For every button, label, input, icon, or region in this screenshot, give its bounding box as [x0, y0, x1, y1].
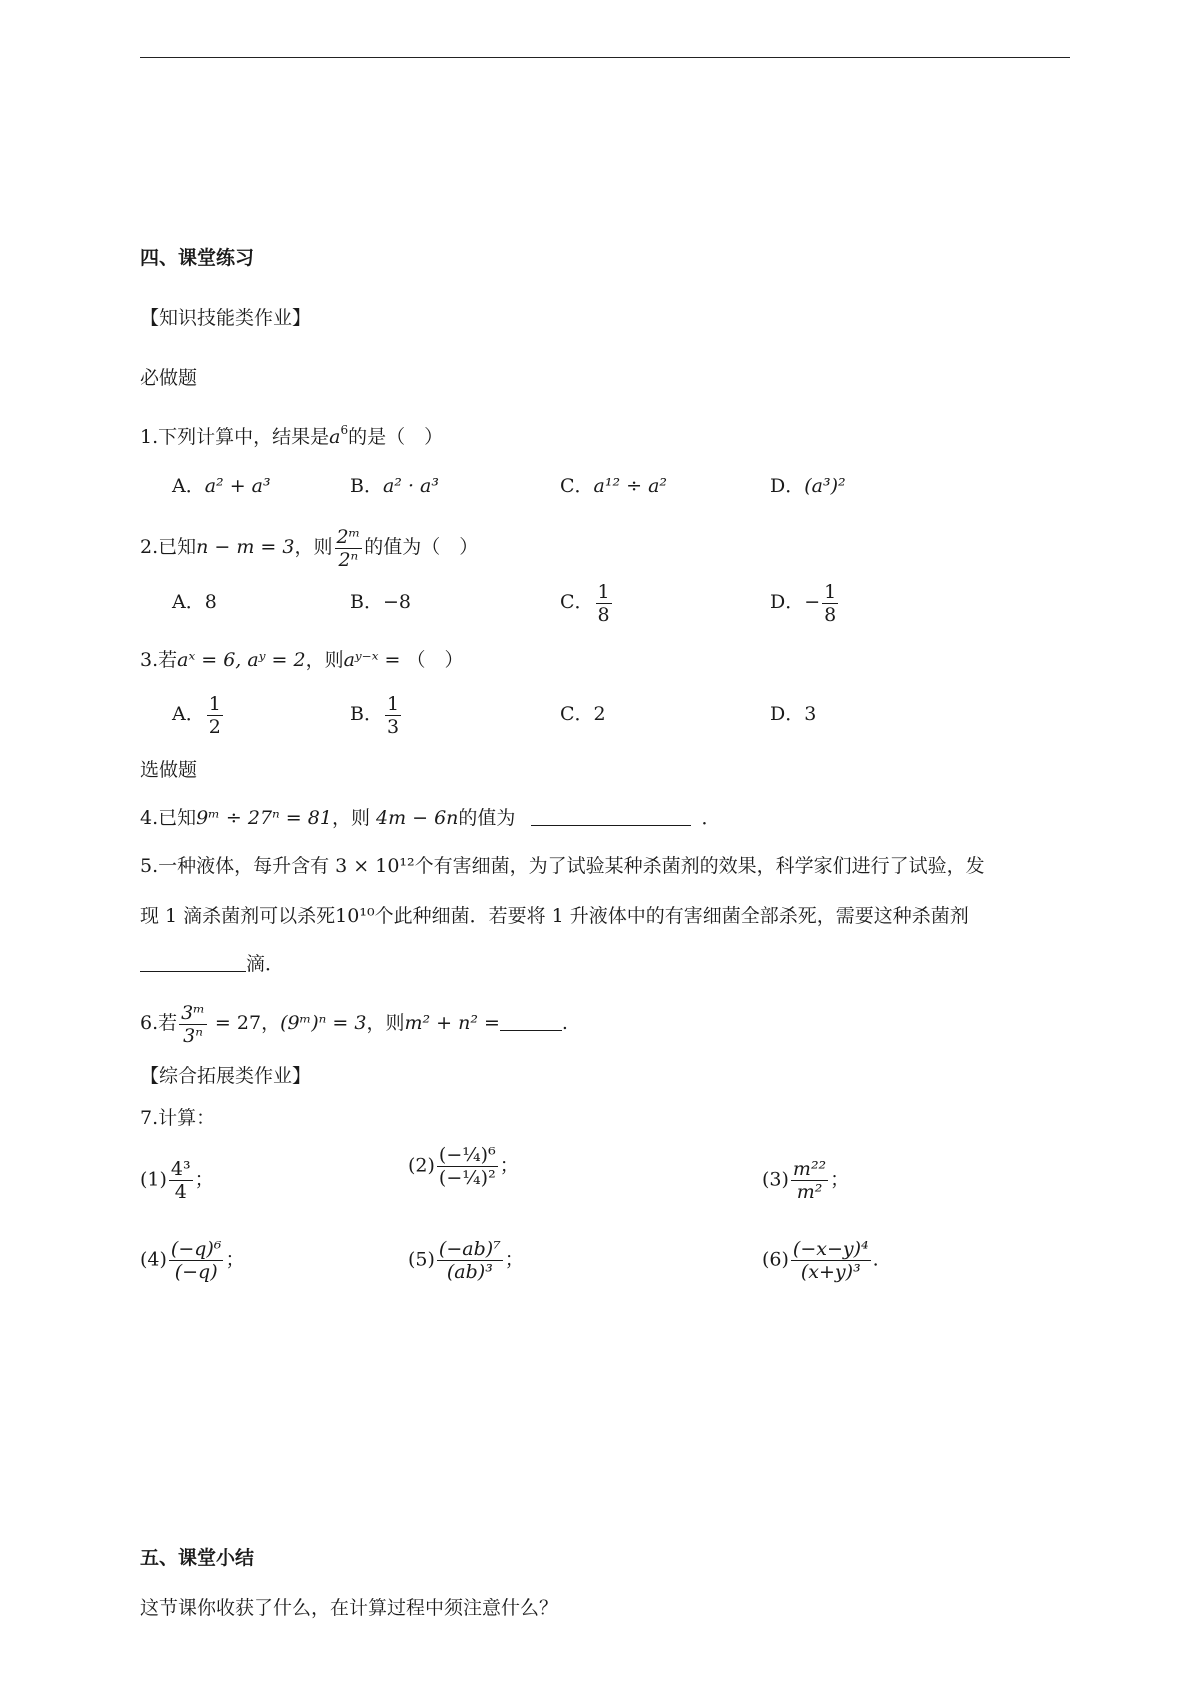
question-7-item-4: (4) $\frac{\text{(−q)⁶}}{(-q)}$ ；: [140, 1238, 245, 1283]
question-3-option-a[interactable]: A． $\frac{1}{2}$: [172, 692, 221, 738]
question-7-stem: 7.计算：: [140, 1107, 216, 1129]
question-7-item-6: (6) $\frac{\text{(−x−y)⁴}}{\text{(x+y)³}}$ .: [762, 1238, 879, 1283]
required-label: 必做题: [140, 367, 198, 389]
section-title-summary: 五、课堂小结: [140, 1547, 255, 1569]
question-1-option-c[interactable]: C．a¹² ÷ a²: [560, 475, 668, 497]
question-5-line-3: 滴．: [140, 950, 284, 978]
question-3-option-c[interactable]: C．2: [560, 703, 606, 725]
question-5-line-2: 现 1 滴杀菌剂可以杀死10¹⁰个此种细菌．若要将 1 升液体中的有害细菌全部杀死，需要这种杀菌剂: [140, 905, 969, 927]
question-1-option-b[interactable]: B．a² · a³: [350, 475, 439, 497]
question-5-answer-blank[interactable]: [140, 953, 246, 972]
question-4-answer-blank[interactable]: [531, 807, 691, 826]
question-7-item-1: (1) $\frac{\text{4³}}{4}$ ；: [140, 1158, 214, 1203]
question-2-option-a[interactable]: A．8: [172, 591, 217, 613]
section-title-practice: 四、课堂练习: [140, 247, 255, 269]
question-7-item-2: (2) $\frac{\text{(−¼)⁶}}{\text{(−¼)²}}$ ；: [408, 1144, 519, 1189]
question-3-stem: 3.若aˣ = 6, aʸ = 2，则aʸ⁻ˣ = （ ）: [140, 649, 464, 671]
question-3-option-b[interactable]: B． $\frac{1}{3}$: [350, 692, 400, 738]
header-rule: [140, 57, 1070, 58]
question-2-option-d[interactable]: D．− $\frac{1}{8}$: [770, 580, 837, 626]
question-1-option-a[interactable]: A．a² + a³: [172, 475, 271, 497]
question-2-option-c[interactable]: C． $\frac{1}{8}$: [560, 580, 610, 626]
question-2-option-b[interactable]: B．−8: [350, 591, 411, 613]
question-2-stem: 2.已知n − m = 3，则 $\frac{\text{2ᵐ}}{\text{2ⁿ}}$ 的值为（ ）: [140, 525, 479, 571]
question-7-item-5: (5) $\frac{\text{(−ab)⁷}}{\text{(ab)³}}$ ；: [408, 1238, 524, 1283]
question-4: 4.已知9ᵐ ÷ 27ⁿ = 81，则 4m − 6n的值为 ．: [140, 807, 721, 829]
comprehensive-heading: 【综合拓展类作业】: [140, 1065, 312, 1087]
question-3-option-d[interactable]: D．3: [770, 703, 817, 725]
summary-question: 这节课你收获了什么，在计算过程中须注意什么？: [140, 1597, 559, 1619]
optional-label: 选做题: [140, 759, 198, 781]
question-6: 6.若 $\frac{\text{3ᵐ}}{\text{3ⁿ}}$ = 27，(9ᵐ)ⁿ = 3，则m² + n² = .: [140, 1001, 568, 1047]
question-2-fraction: $\frac{\text{2ᵐ}}{\text{2ⁿ}}$: [336, 525, 361, 571]
knowledge-heading: 【知识技能类作业】: [140, 307, 312, 329]
question-1-stem: 1.下列计算中，结果是$a^6$的是（ ）: [140, 422, 444, 448]
question-6-answer-blank[interactable]: [500, 1012, 562, 1031]
question-7-item-3: (3) $\frac{\text{m²²}}{\text{m²}}$ ；: [762, 1158, 850, 1203]
question-5-line-1: 5.一种液体，每升含有 3 × 10¹²个有害细菌，为了试验某种杀菌剂的效果，科学家们进行了试验，发: [140, 855, 985, 877]
question-6-fraction: $\frac{\text{3ᵐ}}{\text{3ⁿ}}$: [181, 1001, 205, 1047]
question-1-option-d[interactable]: D．(a³)²: [770, 475, 846, 497]
